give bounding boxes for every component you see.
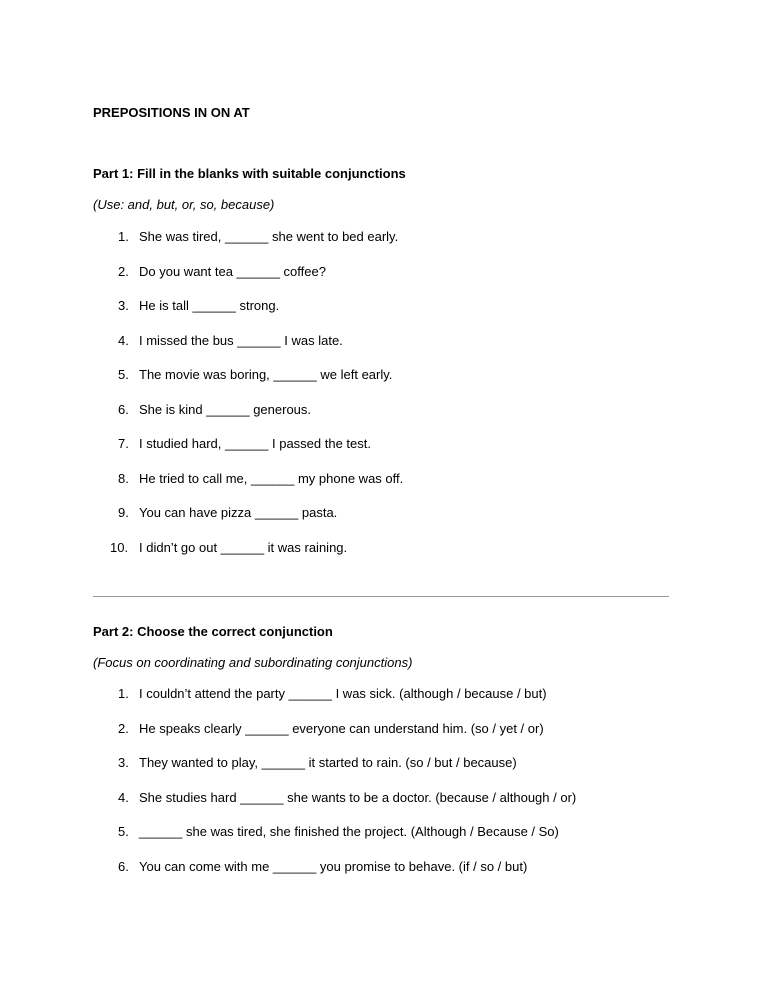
item-number: 4. (118, 789, 129, 805)
item-number: 3. (118, 298, 129, 313)
item-number: 5. (118, 824, 129, 839)
part1-instruction: (Use: and, but, or, so, because) (93, 197, 275, 212)
part1-heading: Part 1: Fill in the blanks with suitable conjunctions (93, 166, 406, 181)
item-text: I studied hard, ______ I passed the test. (139, 436, 371, 451)
document-title: PREPOSITIONS IN ON AT (93, 105, 250, 120)
item-text: They wanted to play, ______ it started to rain. (so / but / because) (139, 755, 517, 770)
item-text: He is tall ______ strong. (139, 298, 280, 313)
item-number: 2. (118, 720, 129, 736)
item-text: I couldn’t attend the party ______ I was sick. (although / because / but) (139, 686, 547, 701)
item-number: 1. (118, 229, 129, 244)
item-text: You can come with me ______ you promise to behave. (if / so / but) (139, 858, 528, 874)
item-number: 3. (118, 755, 129, 770)
item-text: He tried to call me, ______ my phone was off. (139, 470, 404, 486)
item-number: 5. (118, 367, 129, 382)
horizontal-divider (93, 596, 669, 597)
item-number: 6. (118, 401, 129, 417)
item-number: 2. (118, 263, 129, 279)
item-number: 7. (118, 436, 129, 451)
item-number: 10. (110, 539, 129, 555)
item-text: The movie was boring, ______ we left early. (139, 367, 393, 382)
part2-instruction: (Focus on coordinating and subordinating conjunctions) (93, 655, 413, 670)
item-number: 8. (118, 470, 129, 486)
item-text: I didn’t go out ______ it was raining. (139, 539, 348, 555)
item-number: 4. (118, 332, 129, 348)
item-text: He speaks clearly ______ everyone can understand him. (so / yet / or) (139, 720, 544, 736)
item-number: 1. (118, 686, 129, 701)
item-text: You can have pizza ______ pasta. (139, 505, 338, 520)
item-text: She was tired, ______ she went to bed early. (139, 229, 399, 244)
item-number: 9. (118, 505, 129, 520)
item-text: She is kind ______ generous. (139, 401, 312, 417)
item-number: 6. (118, 858, 129, 874)
part2-heading: Part 2: Choose the correct conjunction (93, 624, 333, 639)
item-text: Do you want tea ______ coffee? (139, 263, 326, 279)
item-text: I missed the bus ______ I was late. (139, 332, 343, 348)
item-text: She studies hard ______ she wants to be a doctor. (because / although / or) (139, 789, 577, 805)
item-text: ______ she was tired, she finished the project. (Although / Because / So) (139, 824, 559, 839)
